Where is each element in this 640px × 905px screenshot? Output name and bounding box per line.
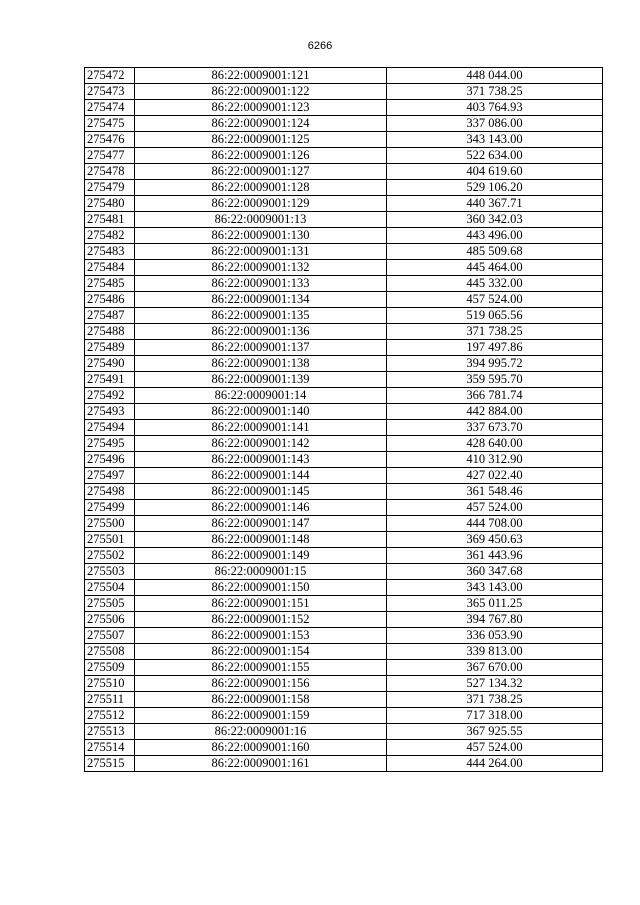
row-id-cell: 275472 xyxy=(85,68,135,84)
table-row xyxy=(85,404,603,420)
cadastral-number-cell: 86:22:0009001:153 xyxy=(135,628,387,644)
table-row xyxy=(85,68,603,84)
table-row xyxy=(85,84,603,100)
value-cell: 442 884.00 xyxy=(387,404,603,420)
value-cell: 522 634.00 xyxy=(387,148,603,164)
row-id-cell: 275473 xyxy=(85,84,135,100)
row-id-cell: 275508 xyxy=(85,644,135,660)
table-row xyxy=(85,228,603,244)
row-id-cell: 275490 xyxy=(85,356,135,372)
cadastral-number-cell: 86:22:0009001:124 xyxy=(135,116,387,132)
row-id-cell: 275503 xyxy=(85,564,135,580)
value-cell: 444 264.00 xyxy=(387,756,603,772)
row-id-cell: 275495 xyxy=(85,436,135,452)
row-id-cell: 275487 xyxy=(85,308,135,324)
value-cell: 443 496.00 xyxy=(387,228,603,244)
cadastral-number-cell: 86:22:0009001:136 xyxy=(135,324,387,340)
value-cell: 457 524.00 xyxy=(387,292,603,308)
table-row xyxy=(85,244,603,260)
table-row xyxy=(85,548,603,564)
row-id-cell: 275497 xyxy=(85,468,135,484)
cadastral-number-cell: 86:22:0009001:146 xyxy=(135,500,387,516)
value-cell: 197 497.86 xyxy=(387,340,603,356)
row-id-cell: 275480 xyxy=(85,196,135,212)
cadastral-number-cell: 86:22:0009001:126 xyxy=(135,148,387,164)
cadastral-number-cell: 86:22:0009001:15 xyxy=(135,564,387,580)
cadastral-number-cell: 86:22:0009001:142 xyxy=(135,436,387,452)
table-row xyxy=(85,420,603,436)
cadastral-number-cell: 86:22:0009001:154 xyxy=(135,644,387,660)
value-cell: 343 143.00 xyxy=(387,132,603,148)
table-row xyxy=(85,708,603,724)
value-cell: 336 053.90 xyxy=(387,628,603,644)
value-cell: 371 738.25 xyxy=(387,84,603,100)
value-cell: 410 312.90 xyxy=(387,452,603,468)
value-cell: 717 318.00 xyxy=(387,708,603,724)
row-id-cell: 275511 xyxy=(85,692,135,708)
table-row xyxy=(85,564,603,580)
cadastral-number-cell: 86:22:0009001:158 xyxy=(135,692,387,708)
value-cell: 371 738.25 xyxy=(387,692,603,708)
table-row xyxy=(85,260,603,276)
cadastral-number-cell: 86:22:0009001:127 xyxy=(135,164,387,180)
table-row xyxy=(85,372,603,388)
table-row xyxy=(85,132,603,148)
table-row xyxy=(85,516,603,532)
row-id-cell: 275485 xyxy=(85,276,135,292)
value-cell: 366 781.74 xyxy=(387,388,603,404)
row-id-cell: 275492 xyxy=(85,388,135,404)
row-id-cell: 275510 xyxy=(85,676,135,692)
table-row xyxy=(85,660,603,676)
cadastral-number-cell: 86:22:0009001:121 xyxy=(135,68,387,84)
row-id-cell: 275496 xyxy=(85,452,135,468)
value-cell: 343 143.00 xyxy=(387,580,603,596)
cadastre-table xyxy=(84,67,603,772)
value-cell: 367 670.00 xyxy=(387,660,603,676)
row-id-cell: 275486 xyxy=(85,292,135,308)
value-cell: 457 524.00 xyxy=(387,740,603,756)
cadastral-number-cell: 86:22:0009001:152 xyxy=(135,612,387,628)
cadastral-number-cell: 86:22:0009001:133 xyxy=(135,276,387,292)
page-number: 6266 xyxy=(307,40,333,52)
table-row xyxy=(85,756,603,772)
cadastral-number-cell: 86:22:0009001:131 xyxy=(135,244,387,260)
value-cell: 360 347.68 xyxy=(387,564,603,580)
value-cell: 371 738.25 xyxy=(387,324,603,340)
cadastral-number-cell: 86:22:0009001:141 xyxy=(135,420,387,436)
value-cell: 394 995.72 xyxy=(387,356,603,372)
cadastral-number-cell: 86:22:0009001:125 xyxy=(135,132,387,148)
value-cell: 428 640.00 xyxy=(387,436,603,452)
row-id-cell: 275494 xyxy=(85,420,135,436)
value-cell: 445 332.00 xyxy=(387,276,603,292)
value-cell: 337 673.70 xyxy=(387,420,603,436)
row-id-cell: 275514 xyxy=(85,740,135,756)
row-id-cell: 275507 xyxy=(85,628,135,644)
cadastral-number-cell: 86:22:0009001:132 xyxy=(135,260,387,276)
row-id-cell: 275504 xyxy=(85,580,135,596)
table-row xyxy=(85,180,603,196)
row-id-cell: 275478 xyxy=(85,164,135,180)
table-row xyxy=(85,692,603,708)
table-row xyxy=(85,292,603,308)
cadastral-number-cell: 86:22:0009001:151 xyxy=(135,596,387,612)
value-cell: 457 524.00 xyxy=(387,500,603,516)
table-row xyxy=(85,724,603,740)
table-row xyxy=(85,468,603,484)
table-row xyxy=(85,100,603,116)
row-id-cell: 275491 xyxy=(85,372,135,388)
table-row xyxy=(85,388,603,404)
row-id-cell: 275505 xyxy=(85,596,135,612)
row-id-cell: 275506 xyxy=(85,612,135,628)
row-id-cell: 275475 xyxy=(85,116,135,132)
cadastral-number-cell: 86:22:0009001:138 xyxy=(135,356,387,372)
value-cell: 527 134.32 xyxy=(387,676,603,692)
cadastral-number-cell: 86:22:0009001:148 xyxy=(135,532,387,548)
table-row xyxy=(85,340,603,356)
cadastral-number-cell: 86:22:0009001:160 xyxy=(135,740,387,756)
table-row xyxy=(85,628,603,644)
value-cell: 403 764.93 xyxy=(387,100,603,116)
table-row xyxy=(85,612,603,628)
cadastral-number-cell: 86:22:0009001:156 xyxy=(135,676,387,692)
row-id-cell: 275499 xyxy=(85,500,135,516)
cadastral-number-cell: 86:22:0009001:145 xyxy=(135,484,387,500)
table-row xyxy=(85,436,603,452)
row-id-cell: 275474 xyxy=(85,100,135,116)
row-id-cell: 275502 xyxy=(85,548,135,564)
row-id-cell: 275479 xyxy=(85,180,135,196)
value-cell: 485 509.68 xyxy=(387,244,603,260)
row-id-cell: 275476 xyxy=(85,132,135,148)
cadastral-number-cell: 86:22:0009001:13 xyxy=(135,212,387,228)
table-row xyxy=(85,740,603,756)
cadastral-number-cell: 86:22:0009001:159 xyxy=(135,708,387,724)
row-id-cell: 275501 xyxy=(85,532,135,548)
row-id-cell: 275488 xyxy=(85,324,135,340)
value-cell: 360 342.03 xyxy=(387,212,603,228)
cadastral-number-cell: 86:22:0009001:128 xyxy=(135,180,387,196)
table-row xyxy=(85,308,603,324)
row-id-cell: 275484 xyxy=(85,260,135,276)
cadastral-number-cell: 86:22:0009001:122 xyxy=(135,84,387,100)
cadastral-number-cell: 86:22:0009001:135 xyxy=(135,308,387,324)
value-cell: 448 044.00 xyxy=(387,68,603,84)
table-row xyxy=(85,532,603,548)
table-row xyxy=(85,276,603,292)
row-id-cell: 275489 xyxy=(85,340,135,356)
row-id-cell: 275513 xyxy=(85,724,135,740)
cadastral-number-cell: 86:22:0009001:161 xyxy=(135,756,387,772)
cadastral-number-cell: 86:22:0009001:149 xyxy=(135,548,387,564)
table-row xyxy=(85,116,603,132)
value-cell: 361 443.96 xyxy=(387,548,603,564)
cadastral-number-cell: 86:22:0009001:139 xyxy=(135,372,387,388)
row-id-cell: 275482 xyxy=(85,228,135,244)
row-id-cell: 275477 xyxy=(85,148,135,164)
table-row xyxy=(85,596,603,612)
row-id-cell: 275509 xyxy=(85,660,135,676)
value-cell: 394 767.80 xyxy=(387,612,603,628)
value-cell: 369 450.63 xyxy=(387,532,603,548)
cadastral-number-cell: 86:22:0009001:144 xyxy=(135,468,387,484)
cadastral-number-cell: 86:22:0009001:137 xyxy=(135,340,387,356)
row-id-cell: 275493 xyxy=(85,404,135,420)
value-cell: 339 813.00 xyxy=(387,644,603,660)
value-cell: 361 548.46 xyxy=(387,484,603,500)
cadastral-number-cell: 86:22:0009001:140 xyxy=(135,404,387,420)
cadastral-number-cell: 86:22:0009001:150 xyxy=(135,580,387,596)
table-row xyxy=(85,452,603,468)
row-id-cell: 275481 xyxy=(85,212,135,228)
table-row xyxy=(85,148,603,164)
table-row xyxy=(85,196,603,212)
cadastral-number-cell: 86:22:0009001:14 xyxy=(135,388,387,404)
row-id-cell: 275512 xyxy=(85,708,135,724)
row-id-cell: 275498 xyxy=(85,484,135,500)
table-row xyxy=(85,164,603,180)
cadastral-number-cell: 86:22:0009001:143 xyxy=(135,452,387,468)
table-row xyxy=(85,324,603,340)
value-cell: 404 619.60 xyxy=(387,164,603,180)
value-cell: 445 464.00 xyxy=(387,260,603,276)
value-cell: 359 595.70 xyxy=(387,372,603,388)
value-cell: 367 925.55 xyxy=(387,724,603,740)
table-row xyxy=(85,356,603,372)
value-cell: 440 367.71 xyxy=(387,196,603,212)
row-id-cell: 275483 xyxy=(85,244,135,260)
table-row xyxy=(85,212,603,228)
cadastral-number-cell: 86:22:0009001:130 xyxy=(135,228,387,244)
table-body xyxy=(85,68,603,772)
table-row xyxy=(85,580,603,596)
table-row xyxy=(85,484,603,500)
table-row xyxy=(85,644,603,660)
cadastral-number-cell: 86:22:0009001:16 xyxy=(135,724,387,740)
cadastral-number-cell: 86:22:0009001:134 xyxy=(135,292,387,308)
value-cell: 444 708.00 xyxy=(387,516,603,532)
value-cell: 427 022.40 xyxy=(387,468,603,484)
cadastral-number-cell: 86:22:0009001:155 xyxy=(135,660,387,676)
table-row xyxy=(85,676,603,692)
row-id-cell: 275500 xyxy=(85,516,135,532)
value-cell: 519 065.56 xyxy=(387,308,603,324)
cadastral-number-cell: 86:22:0009001:129 xyxy=(135,196,387,212)
cadastral-number-cell: 86:22:0009001:123 xyxy=(135,100,387,116)
row-id-cell: 275515 xyxy=(85,756,135,772)
value-cell: 529 106.20 xyxy=(387,180,603,196)
value-cell: 365 011.25 xyxy=(387,596,603,612)
cadastral-number-cell: 86:22:0009001:147 xyxy=(135,516,387,532)
value-cell: 337 086.00 xyxy=(387,116,603,132)
table-row xyxy=(85,500,603,516)
